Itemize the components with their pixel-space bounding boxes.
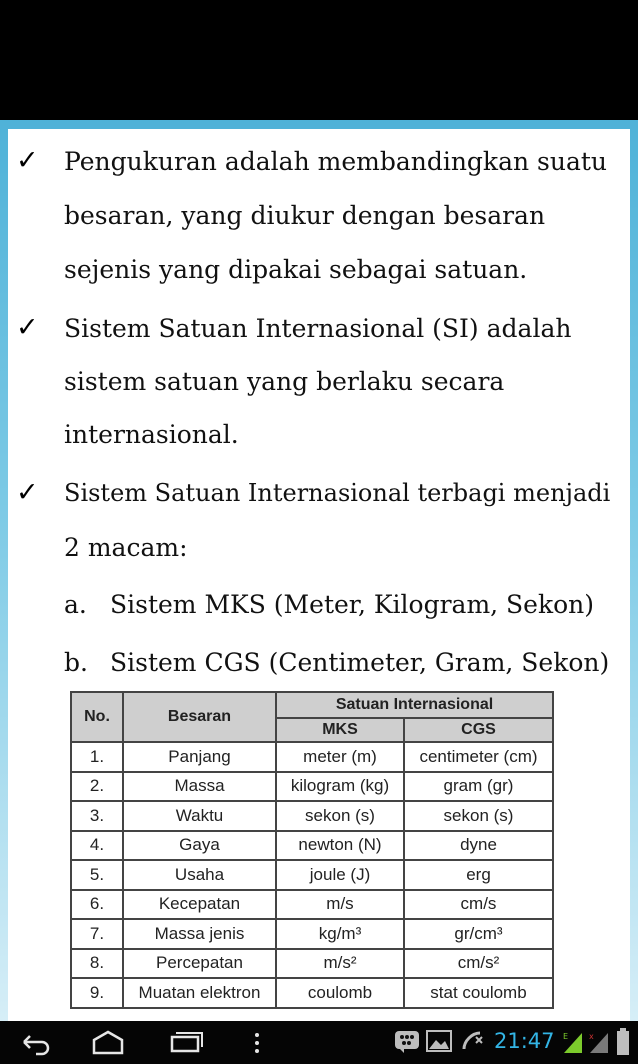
bullet-2-line-1: Sistem Satuan Internasional (SI) adalah — [64, 314, 572, 343]
header-besaran: Besaran — [123, 692, 276, 742]
bullet-1-line-1: Pengukuran adalah membandingkan suatu — [64, 147, 608, 176]
signal-icon — [562, 1029, 584, 1059]
table-row — [71, 949, 553, 979]
cell-cgs: gram (gr) — [404, 772, 553, 802]
cell-no: 4. — [71, 831, 123, 861]
table-row — [71, 860, 553, 890]
battery-icon — [616, 1027, 630, 1061]
header-satuan-internasional: Satuan Internasional — [276, 692, 553, 718]
bullet-1-line-2: besaran, yang diukur dengan besaran — [64, 201, 546, 230]
si-units-table — [70, 691, 554, 1009]
cell-mks: kg/m³ — [276, 919, 404, 949]
cell-no: 6. — [71, 890, 123, 920]
cell-cgs: gr/cm³ — [404, 919, 553, 949]
cell-mks: joule (J) — [276, 860, 404, 890]
cell-cgs: cm/s — [404, 890, 553, 920]
cell-no: 1. — [71, 742, 123, 772]
signal-icon-2 — [588, 1029, 610, 1059]
bullet-1-line-3: sejenis yang dipakai sebagai satuan. — [64, 255, 528, 284]
table-row — [71, 801, 553, 831]
header-no: No. — [71, 692, 123, 742]
table-row — [71, 831, 553, 861]
cell-besaran: Usaha — [123, 860, 276, 890]
cell-cgs: centimeter (cm) — [404, 742, 553, 772]
cell-mks: kilogram (kg) — [276, 772, 404, 802]
bullet-2-line-2: sistem satuan yang berlaku secara — [64, 367, 505, 396]
cell-no: 5. — [71, 860, 123, 890]
check-icon: ✓ — [16, 145, 39, 176]
cell-mks: m/s — [276, 890, 404, 920]
cell-no: 2. — [71, 772, 123, 802]
cell-mks: m/s² — [276, 949, 404, 979]
table-row — [71, 890, 553, 920]
cell-cgs: cm/s² — [404, 949, 553, 979]
svg-text:E: E — [563, 1032, 569, 1041]
table-row — [71, 978, 553, 1008]
cell-besaran: Percepatan — [123, 949, 276, 979]
cell-besaran: Gaya — [123, 831, 276, 861]
table-row — [71, 919, 553, 949]
cell-cgs: dyne — [404, 831, 553, 861]
menu-icon[interactable] — [252, 1031, 262, 1059]
status-clock: 21:47 — [494, 1029, 555, 1053]
sublist-item-cgs: Sistem CGS (Centimeter, Gram, Sekon) — [110, 648, 610, 677]
cell-besaran: Waktu — [123, 801, 276, 831]
cell-besaran: Massa jenis — [123, 919, 276, 949]
home-icon[interactable] — [90, 1027, 126, 1061]
cell-besaran: Panjang — [123, 742, 276, 772]
sublist-marker-a: a. — [64, 590, 87, 619]
bbm-icon — [394, 1029, 420, 1057]
cell-besaran: Kecepatan — [123, 890, 276, 920]
table-row — [71, 742, 553, 772]
back-icon[interactable] — [18, 1025, 52, 1063]
cell-no: 3. — [71, 801, 123, 831]
header-cgs: CGS — [404, 718, 553, 742]
missed-call-icon — [460, 1029, 484, 1057]
cell-no: 9. — [71, 978, 123, 1008]
check-icon: ✓ — [16, 312, 39, 343]
cell-mks: sekon (s) — [276, 801, 404, 831]
cell-besaran: Muatan elektron — [123, 978, 276, 1008]
cell-no: 7. — [71, 919, 123, 949]
cell-cgs: stat coulomb — [404, 978, 553, 1008]
top-black-area — [0, 0, 638, 120]
cell-no: 8. — [71, 949, 123, 979]
sublist-item-mks: Sistem MKS (Meter, Kilogram, Sekon) — [110, 590, 595, 619]
table-row — [71, 772, 553, 802]
gallery-icon — [426, 1029, 452, 1057]
sublist-marker-b: b. — [64, 648, 88, 677]
recent-apps-icon[interactable] — [168, 1027, 204, 1061]
bullet-3-line-2: 2 macam: — [64, 533, 188, 562]
bullet-3-line-1: Sistem Satuan Internasional terbagi menjadi — [64, 479, 611, 507]
check-icon: ✓ — [16, 477, 39, 508]
cell-mks: meter (m) — [276, 742, 404, 772]
cell-mks: coulomb — [276, 978, 404, 1008]
svg-text:x: x — [589, 1032, 594, 1041]
header-mks: MKS — [276, 718, 404, 742]
cell-mks: newton (N) — [276, 831, 404, 861]
cell-cgs: sekon (s) — [404, 801, 553, 831]
cell-besaran: Massa — [123, 772, 276, 802]
cell-cgs: erg — [404, 860, 553, 890]
bullet-2-line-3: internasional. — [64, 420, 239, 449]
